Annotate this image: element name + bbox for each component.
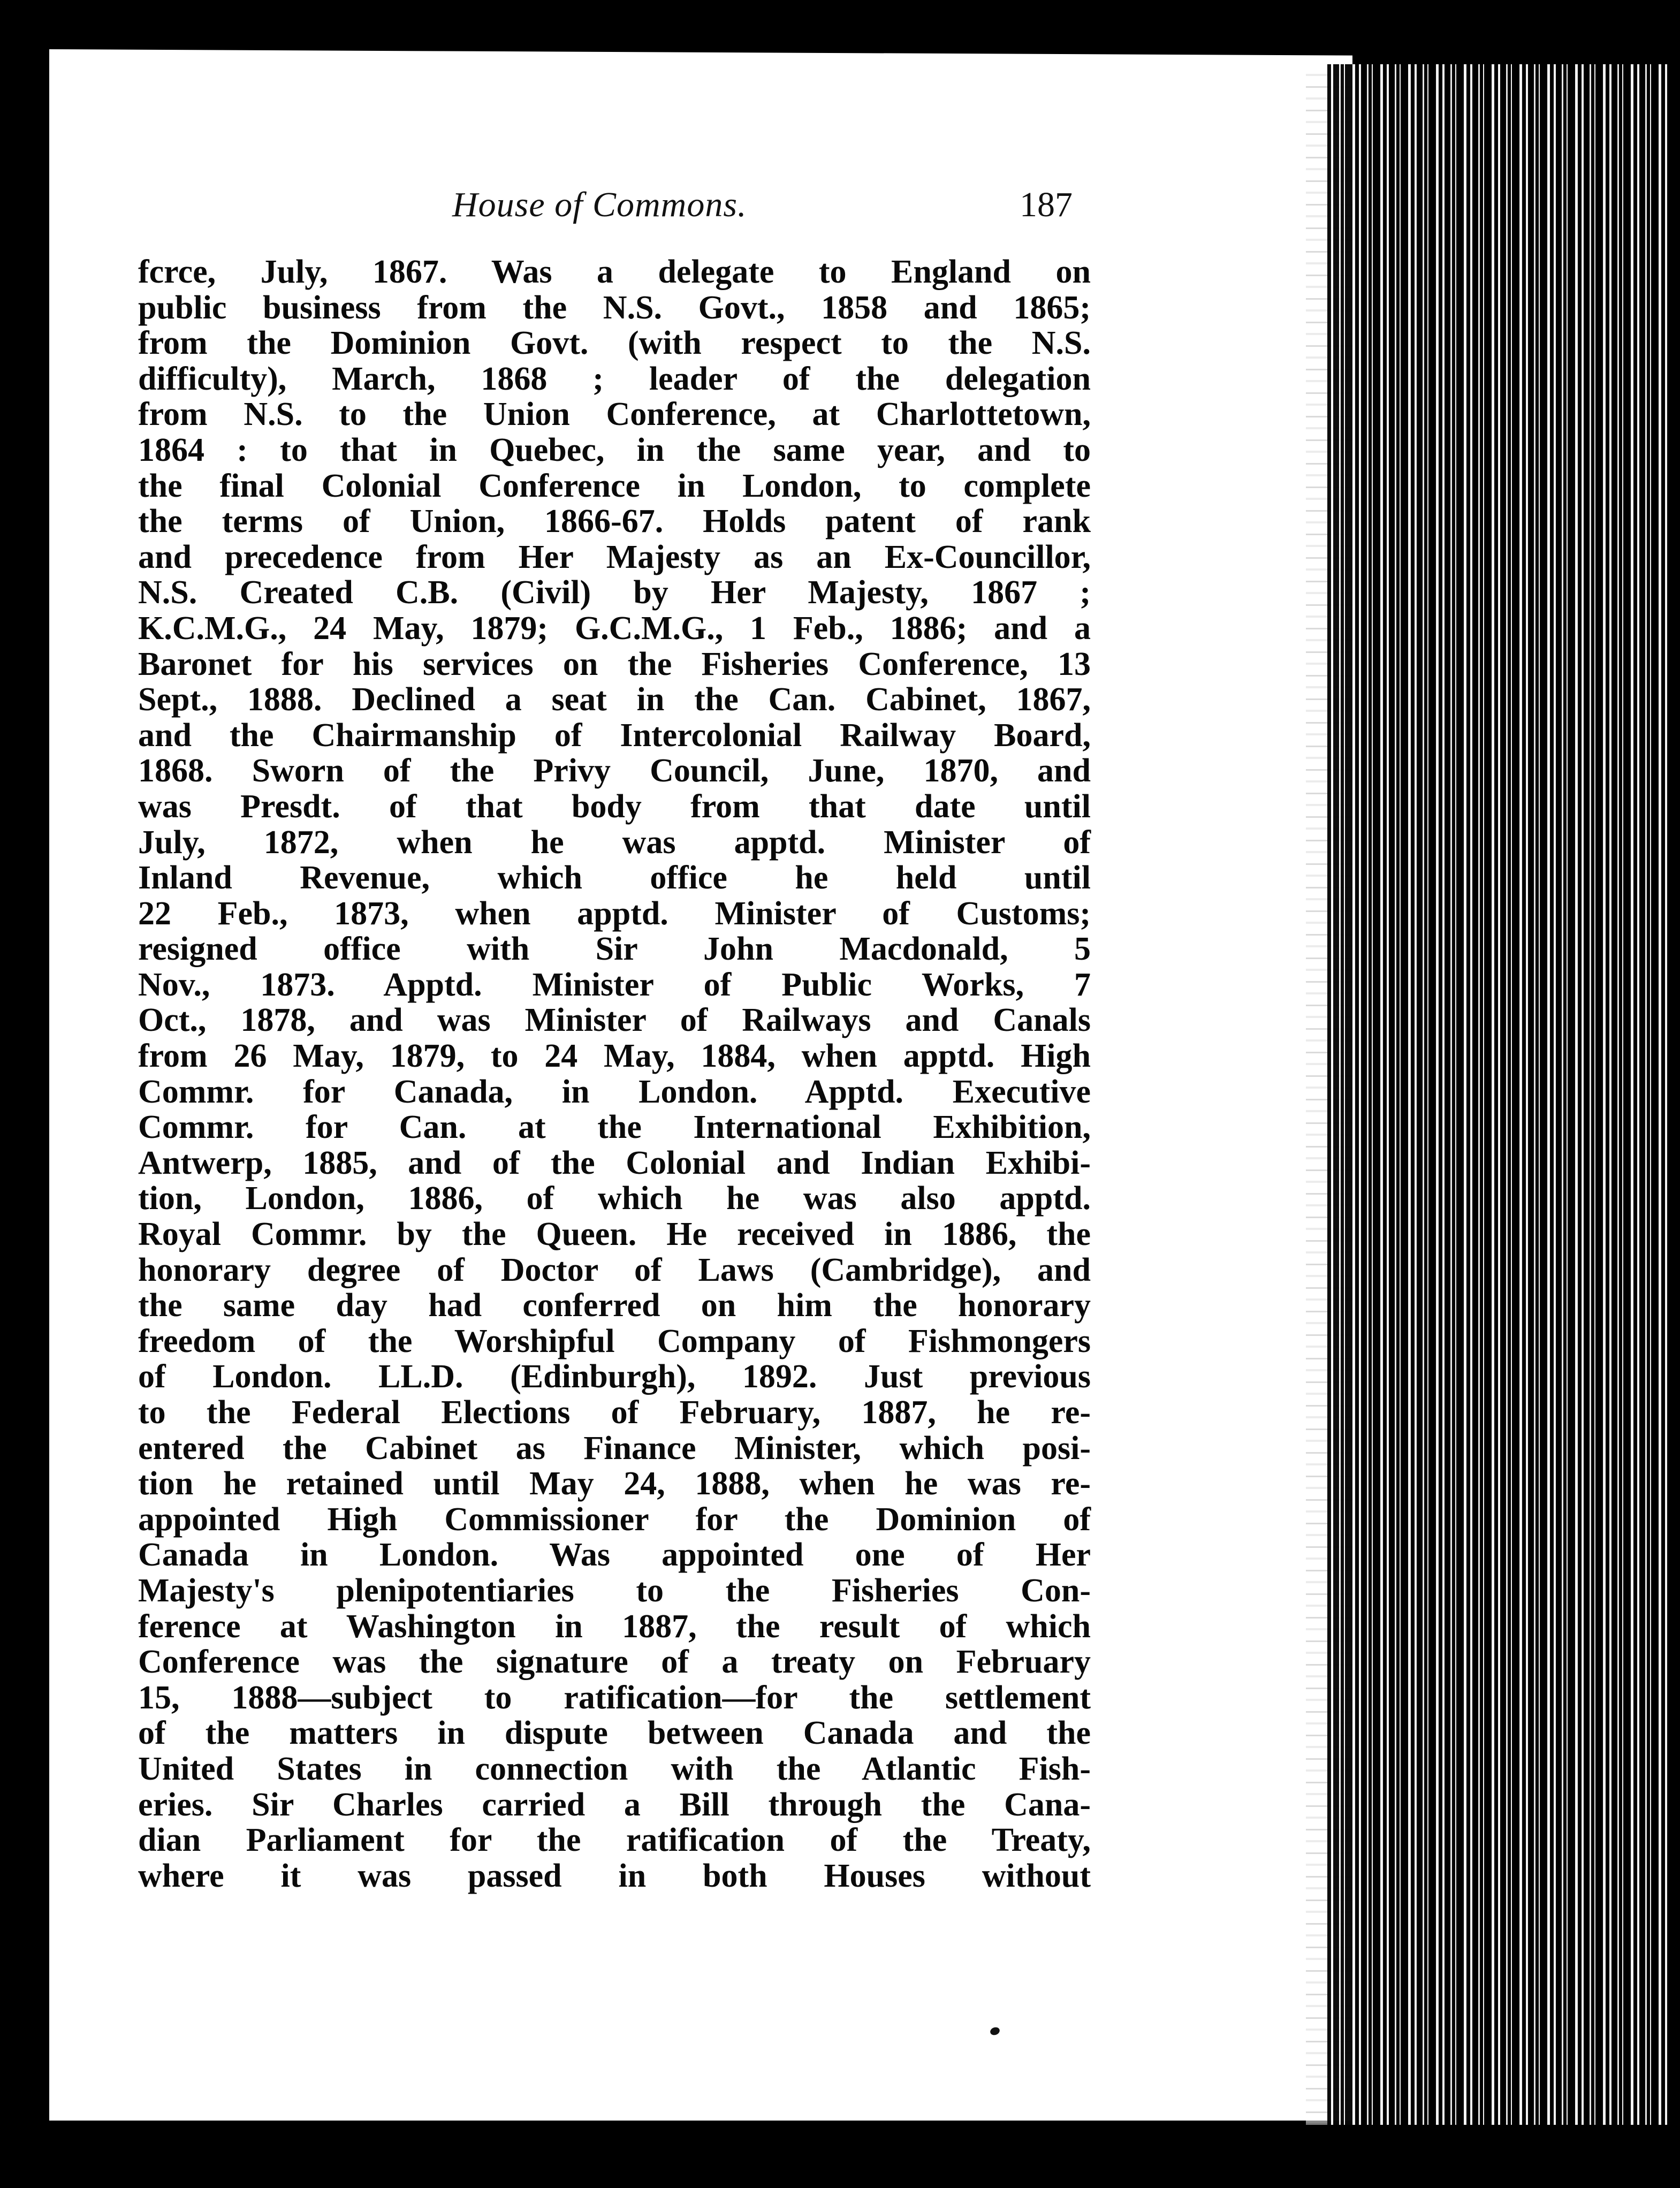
text-line: honorary degree of Doctor of Laws (Cambridge), and xyxy=(138,1251,1091,1288)
text-line: K.C.M.G., 24 May, 1879; G.C.M.G., 1 Feb., 1886; and a xyxy=(138,610,1091,647)
text-line: resigned office with Sir John Macdonald, 5 xyxy=(138,931,1091,968)
text-line: and precedence from Her Majesty as an Ex-Councillor, xyxy=(138,538,1091,575)
text-line: was Presdt. of that body from that date until xyxy=(138,788,1091,825)
text-line: ference at Washington in 1887, the result of which xyxy=(138,1608,1091,1645)
text-line: entered the Cabinet as Finance Minister, which posi- xyxy=(138,1430,1091,1467)
text-line: 1864 : to that in Quebec, in the same year, and to xyxy=(138,431,1091,468)
text-line: appointed High Commissioner for the Dominion of xyxy=(138,1501,1091,1538)
text-line: Canada in London. Was appointed one of Her xyxy=(138,1537,1091,1574)
text-line: Conference was the signature of a treaty on February xyxy=(138,1644,1091,1681)
text-line: to the Federal Elections of February, 1887, he re- xyxy=(138,1394,1091,1431)
text-line: tion, London, 1886, of which he was also apptd. xyxy=(138,1180,1091,1217)
text-line: eries. Sir Charles carried a Bill through the Cana- xyxy=(138,1786,1091,1823)
body-text xyxy=(138,254,1091,1894)
text-line: freedom of the Worshipful Company of Fishmongers xyxy=(138,1323,1091,1359)
text-line: 22 Feb., 1873, when apptd. Minister of Customs; xyxy=(138,895,1091,932)
running-head: House of Commons. xyxy=(452,185,747,224)
text-line: United States in connection with the Atlantic Fish- xyxy=(138,1750,1091,1787)
text-line: 15, 1888—subject to ratification—for the settlement xyxy=(138,1679,1091,1716)
text-line: Baronet for his services on the Fisheries Conference, 13 xyxy=(138,645,1091,682)
text-line: where it was passed in both Houses without xyxy=(138,1857,1091,1894)
text-line: from 26 May, 1879, to 24 May, 1884, when apptd. High xyxy=(138,1038,1091,1075)
text-line: Royal Commr. by the Queen. He received in 1886, the xyxy=(138,1216,1091,1253)
text-line: Sept., 1888. Declined a seat in the Can. Cabinet, 1867, xyxy=(138,681,1091,718)
text-line: public business from the N.S. Govt., 1858 and 1865; xyxy=(138,289,1091,326)
text-line: fcrce, July, 1867. Was a delegate to England on xyxy=(138,254,1091,290)
text-line: N.S. Created C.B. (Civil) by Her Majesty, 1867 ; xyxy=(138,574,1091,611)
text-line: tion he retained until May 24, 1888, when he was re- xyxy=(138,1465,1091,1502)
text-line: Nov., 1873. Apptd. Minister of Public Works, 7 xyxy=(138,966,1091,1003)
text-line: Commr. for Canada, in London. Apptd. Executive xyxy=(138,1073,1091,1110)
text-line: from N.S. to the Union Conference, at Charlottetown, xyxy=(138,396,1091,433)
text-line: Majesty's plenipotentiaries to the Fisheries Con- xyxy=(138,1572,1091,1609)
text-line: the terms of Union, 1866-67. Holds patent of rank xyxy=(138,503,1091,540)
text-line: the final Colonial Conference in London, to complete xyxy=(138,467,1091,504)
book-fore-edge xyxy=(1327,64,1670,2125)
text-line: Oct., 1878, and was Minister of Railways and Canals xyxy=(138,1002,1091,1039)
text-line: Inland Revenue, which office he held until xyxy=(138,860,1091,897)
page-number: 187 xyxy=(1020,185,1073,224)
text-line: the same day had conferred on him the honorary xyxy=(138,1287,1091,1324)
text-line: from the Dominion Govt. (with respect to the N.S. xyxy=(138,325,1091,362)
text-line: Commr. for Can. at the International Exhibition, xyxy=(138,1109,1091,1146)
text-line: and the Chairmanship of Intercolonial Railway Board, xyxy=(138,717,1091,754)
text-line: July, 1872, when he was apptd. Minister of xyxy=(138,824,1091,861)
text-line: difficulty), March, 1868 ; leader of the delegation xyxy=(138,360,1091,397)
text-line: of the matters in dispute between Canada and the xyxy=(138,1715,1091,1752)
text-line: dian Parliament for the ratification of the Treaty, xyxy=(138,1822,1091,1859)
text-line: of London. LL.D. (Edinburgh), 1892. Just previous xyxy=(138,1358,1091,1395)
text-line: 1868. Sworn of the Privy Council, June, 1870, and xyxy=(138,753,1091,789)
text-line: Antwerp, 1885, and of the Colonial and Indian Exhibi- xyxy=(138,1144,1091,1181)
